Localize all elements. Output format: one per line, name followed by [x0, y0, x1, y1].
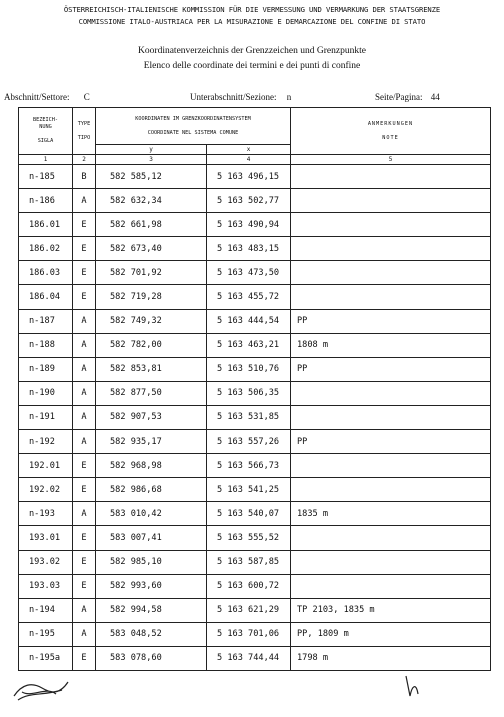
- type-cell: A: [73, 598, 96, 622]
- y-coordinate-cell: 583 007,41: [96, 526, 207, 550]
- notes-cell: PP, 1809 m: [291, 622, 491, 646]
- designation-cell: 193.01: [19, 526, 73, 550]
- x-coordinate-cell: 5 163 701,06: [207, 622, 291, 646]
- designation-cell: 186.04: [19, 285, 73, 309]
- designation-cell: 193.02: [19, 550, 73, 574]
- table-row: [19, 478, 491, 502]
- table-row: [19, 357, 491, 381]
- y-coordinate-cell: 583 048,52: [96, 622, 207, 646]
- table-row: [19, 622, 491, 646]
- y-coordinate-cell: 582 661,98: [96, 213, 207, 237]
- notes-cell: [291, 237, 491, 261]
- designation-cell: 192.02: [19, 478, 73, 502]
- table-row: [19, 405, 491, 429]
- y-coordinate-cell: 582 782,00: [96, 333, 207, 357]
- type-cell: E: [73, 237, 96, 261]
- col-number: 2: [73, 155, 96, 165]
- table-row: [19, 550, 491, 574]
- designation-cell: 192.01: [19, 454, 73, 478]
- table-row: [19, 309, 491, 333]
- x-coordinate-cell: 5 163 566,73: [207, 454, 291, 478]
- subsection-value: n: [286, 92, 292, 102]
- section-value: C: [83, 92, 90, 102]
- x-coordinate-cell: 5 163 473,50: [207, 261, 291, 285]
- type-cell: E: [73, 646, 96, 670]
- signature-left: [12, 674, 72, 704]
- notes-cell: PP: [291, 357, 491, 381]
- table-row: [19, 381, 491, 405]
- notes-cell: PP: [291, 430, 491, 454]
- x-coordinate-cell: 5 163 510,76: [207, 357, 291, 381]
- designation-cell: 186.01: [19, 213, 73, 237]
- col-header-type: TYPE TIPO: [73, 108, 96, 155]
- type-cell: E: [73, 213, 96, 237]
- section-field: [4, 92, 90, 102]
- notes-cell: PP: [291, 309, 491, 333]
- signature-right: [402, 672, 422, 700]
- type-cell: A: [73, 189, 96, 213]
- y-coordinate-cell: 582 877,50: [96, 381, 207, 405]
- notes-cell: [291, 526, 491, 550]
- y-coordinate-cell: 582 994,58: [96, 598, 207, 622]
- notes-cell: [291, 405, 491, 429]
- notes-cell: TP 2103, 1835 m: [291, 598, 491, 622]
- document-title-de: Koordinatenverzeichnis der Grenzzeichen und Grenzpunkte: [138, 46, 366, 56]
- notes-cell: [291, 478, 491, 502]
- page-field: [375, 92, 440, 102]
- type-cell: E: [73, 261, 96, 285]
- y-coordinate-cell: 582 985,10: [96, 550, 207, 574]
- commission-title-de: ÖSTERREICHISCH-ITALIENISCHE KOMMISSION FÜR DIE VERMESSUNG UND VERMARKUNG DER STAATSGRENZE: [63, 5, 441, 14]
- x-coordinate-cell: 5 163 444,54: [207, 309, 291, 333]
- table-row: [19, 285, 491, 309]
- col-header-designation: BEZEICH- NUNG SIGLA: [19, 108, 73, 155]
- table-row: [19, 502, 491, 526]
- table-row: [19, 237, 491, 261]
- type-cell: E: [73, 285, 96, 309]
- col-number: 4: [207, 155, 291, 165]
- table-row: [19, 213, 491, 237]
- col-header-notes: ANMERKUNGEN NOTE: [291, 108, 491, 155]
- type-cell: E: [73, 550, 96, 574]
- x-coordinate-cell: 5 163 506,35: [207, 381, 291, 405]
- notes-cell: [291, 261, 491, 285]
- subsection-label: Unterabschnitt/Sezione:: [190, 92, 277, 102]
- y-coordinate-cell: 582 719,28: [96, 285, 207, 309]
- table-row: [19, 646, 491, 670]
- col-number: 3: [96, 155, 207, 165]
- y-coordinate-cell: 582 749,32: [96, 309, 207, 333]
- table-row: [19, 574, 491, 598]
- y-coordinate-cell: 582 986,68: [96, 478, 207, 502]
- x-coordinate-cell: 5 163 455,72: [207, 285, 291, 309]
- designation-cell: n-188: [19, 333, 73, 357]
- y-coordinate-cell: 583 078,60: [96, 646, 207, 670]
- commission-title-it: COMMISSIONE ITALO-AUSTRIACA PER LA MISURAZIONE E DEMARCAZIONE DEL CONFINE DI STATO: [78, 17, 426, 26]
- y-coordinate-cell: 582 853,81: [96, 357, 207, 381]
- col-header-y: y: [96, 145, 207, 155]
- table-row: [19, 189, 491, 213]
- notes-cell: [291, 213, 491, 237]
- type-cell: A: [73, 357, 96, 381]
- col-header-x: x: [207, 145, 291, 155]
- x-coordinate-cell: 5 163 557,26: [207, 430, 291, 454]
- designation-cell: n-192: [19, 430, 73, 454]
- designation-cell: n-195a: [19, 646, 73, 670]
- designation-cell: 186.03: [19, 261, 73, 285]
- x-coordinate-cell: 5 163 531,85: [207, 405, 291, 429]
- notes-cell: [291, 454, 491, 478]
- x-coordinate-cell: 5 163 496,15: [207, 165, 291, 189]
- type-cell: E: [73, 454, 96, 478]
- x-coordinate-cell: 5 163 490,94: [207, 213, 291, 237]
- designation-cell: n-189: [19, 357, 73, 381]
- notes-cell: [291, 189, 491, 213]
- y-coordinate-cell: 582 701,92: [96, 261, 207, 285]
- y-coordinate-cell: 582 632,34: [96, 189, 207, 213]
- designation-cell: n-187: [19, 309, 73, 333]
- notes-cell: 1808 m: [291, 333, 491, 357]
- designation-cell: n-185: [19, 165, 73, 189]
- coordinates-table: [18, 107, 491, 671]
- type-cell: A: [73, 309, 96, 333]
- table-row: [19, 165, 491, 189]
- table-row: [19, 333, 491, 357]
- col-header-coordinates: KOORDINATEN IM GRENZKOORDINATENSYSTEM COORDINATE NEL SISTEMA COMUNE: [96, 108, 291, 145]
- type-cell: E: [73, 574, 96, 598]
- table-row: [19, 598, 491, 622]
- designation-cell: n-195: [19, 622, 73, 646]
- x-coordinate-cell: 5 163 587,85: [207, 550, 291, 574]
- type-cell: A: [73, 333, 96, 357]
- table-row: [19, 526, 491, 550]
- y-coordinate-cell: 582 673,40: [96, 237, 207, 261]
- y-coordinate-cell: 582 907,53: [96, 405, 207, 429]
- designation-cell: 186.02: [19, 237, 73, 261]
- x-coordinate-cell: 5 163 502,77: [207, 189, 291, 213]
- y-coordinate-cell: 582 935,17: [96, 430, 207, 454]
- document-title-it: Elenco delle coordinate dei termini e dei punti di confine: [143, 61, 361, 71]
- x-coordinate-cell: 5 163 483,15: [207, 237, 291, 261]
- type-cell: E: [73, 478, 96, 502]
- page-label: Seite/Pagina:: [375, 92, 423, 102]
- designation-cell: n-193: [19, 502, 73, 526]
- page-value: 44: [430, 92, 440, 102]
- table-row: [19, 261, 491, 285]
- x-coordinate-cell: 5 163 463,21: [207, 333, 291, 357]
- col-number: 5: [291, 155, 491, 165]
- designation-cell: 193.03: [19, 574, 73, 598]
- designation-cell: n-191: [19, 405, 73, 429]
- type-cell: A: [73, 622, 96, 646]
- notes-cell: [291, 574, 491, 598]
- col-number: 1: [19, 155, 73, 165]
- y-coordinate-cell: 582 585,12: [96, 165, 207, 189]
- notes-cell: 1835 m: [291, 502, 491, 526]
- y-coordinate-cell: 582 993,60: [96, 574, 207, 598]
- type-cell: A: [73, 502, 96, 526]
- y-coordinate-cell: 582 968,98: [96, 454, 207, 478]
- designation-cell: n-190: [19, 381, 73, 405]
- notes-cell: 1798 m: [291, 646, 491, 670]
- x-coordinate-cell: 5 163 744,44: [207, 646, 291, 670]
- x-coordinate-cell: 5 163 621,29: [207, 598, 291, 622]
- type-cell: A: [73, 405, 96, 429]
- notes-cell: [291, 381, 491, 405]
- designation-cell: n-194: [19, 598, 73, 622]
- type-cell: B: [73, 165, 96, 189]
- y-coordinate-cell: 583 010,42: [96, 502, 207, 526]
- notes-cell: [291, 165, 491, 189]
- designation-cell: n-186: [19, 189, 73, 213]
- x-coordinate-cell: 5 163 541,25: [207, 478, 291, 502]
- x-coordinate-cell: 5 163 540,07: [207, 502, 291, 526]
- notes-cell: [291, 550, 491, 574]
- type-cell: A: [73, 381, 96, 405]
- notes-cell: [291, 285, 491, 309]
- table-row: [19, 454, 491, 478]
- type-cell: A: [73, 430, 96, 454]
- x-coordinate-cell: 5 163 555,52: [207, 526, 291, 550]
- table-row: [19, 430, 491, 454]
- section-label: Abschnitt/Settore:: [4, 92, 70, 102]
- x-coordinate-cell: 5 163 600,72: [207, 574, 291, 598]
- subsection-field: [190, 92, 291, 102]
- type-cell: E: [73, 526, 96, 550]
